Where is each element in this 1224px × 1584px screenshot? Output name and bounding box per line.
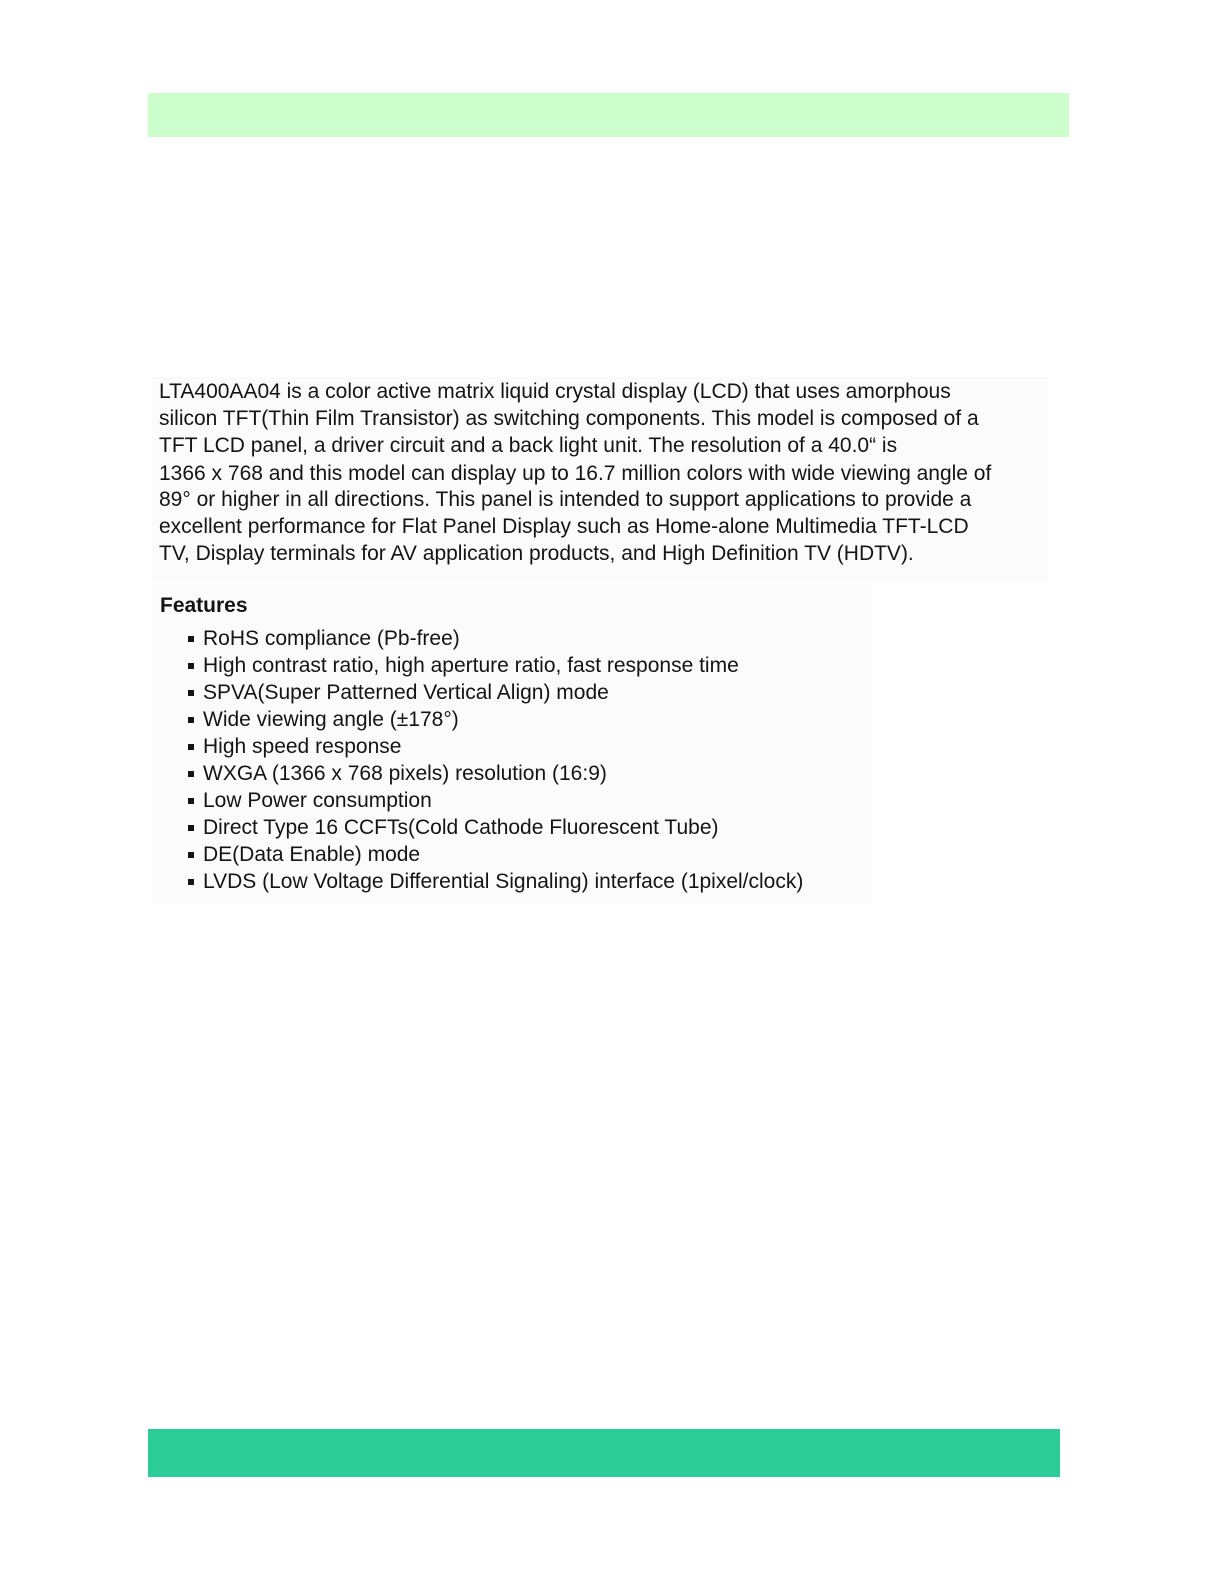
feature-text: RoHS compliance (Pb-free) — [203, 627, 460, 650]
feature-item — [186, 787, 803, 814]
feature-item — [186, 814, 803, 841]
feature-item — [186, 652, 803, 679]
feature-item — [186, 706, 803, 733]
feature-item — [186, 625, 803, 652]
feature-text: High speed response — [203, 735, 402, 758]
feature-item — [186, 841, 803, 868]
feature-text: WXGA (1366 x 768 pixels) resolution (16:9) — [203, 762, 607, 785]
square-bullet-icon — [188, 744, 194, 750]
feature-text: SPVA(Super Patterned Vertical Align) mode — [203, 681, 609, 704]
footer-band — [148, 1429, 1060, 1477]
intro-line: 89° or higher in all directions. This panel is intended to support applications to provide a — [159, 488, 972, 511]
intro-line: 1366 x 768 and this model can display up to 16.7 million colors with wide viewing angle of — [159, 462, 992, 485]
feature-text: LVDS (Low Voltage Differential Signaling) interface (1pixel/clock) — [203, 870, 804, 893]
intro-line: TV, Display terminals for AV application products, and High Definition TV (HDTV). — [159, 542, 914, 565]
square-bullet-icon — [188, 636, 194, 642]
feature-item — [186, 760, 803, 787]
square-bullet-icon — [188, 690, 194, 696]
square-bullet-icon — [188, 717, 194, 723]
intro-line: excellent performance for Flat Panel Display such as Home-alone Multimedia TFT-LCD — [159, 515, 969, 538]
feature-list — [186, 625, 803, 895]
square-bullet-icon — [188, 879, 194, 885]
features-heading: Features — [160, 594, 248, 617]
feature-text: Wide viewing angle (±178°) — [203, 708, 459, 731]
square-bullet-icon — [188, 771, 194, 777]
intro-line: TFT LCD panel, a driver circuit and a back light unit. The resolution of a 40.0“ is — [159, 434, 898, 457]
feature-item — [186, 733, 803, 760]
square-bullet-icon — [188, 663, 194, 669]
header-band — [148, 93, 1069, 137]
intro-line: LTA400AA04 is a color active matrix liquid crystal display (LCD) that uses amorphous — [159, 380, 951, 403]
square-bullet-icon — [188, 852, 194, 858]
feature-text: Low Power consumption — [203, 789, 432, 812]
feature-text: DE(Data Enable) mode — [203, 843, 421, 866]
intro-line: silicon TFT(Thin Film Transistor) as switching components. This model is composed of a — [159, 407, 979, 430]
square-bullet-icon — [188, 825, 194, 831]
feature-item — [186, 679, 803, 706]
feature-text: Direct Type 16 CCFTs(Cold Cathode Fluorescent Tube) — [203, 816, 719, 839]
feature-text: High contrast ratio, high aperture ratio, fast response time — [203, 654, 739, 677]
feature-item — [186, 868, 803, 895]
square-bullet-icon — [188, 798, 194, 804]
